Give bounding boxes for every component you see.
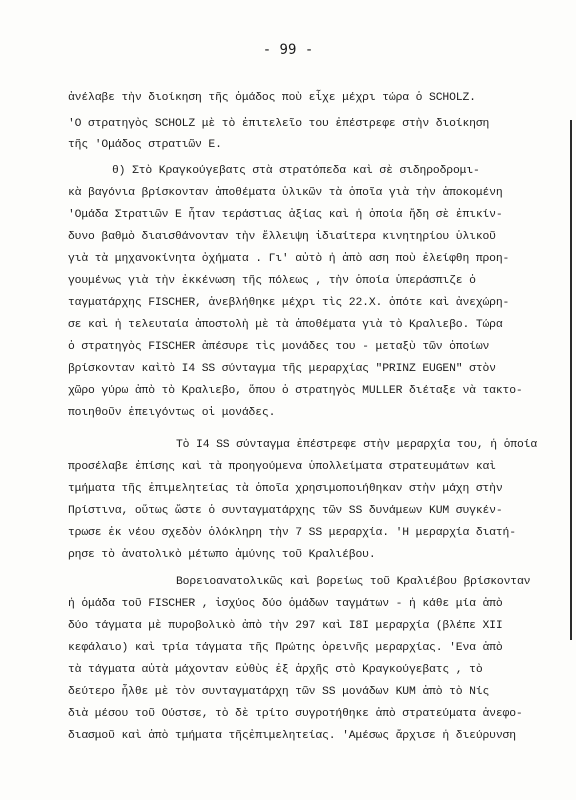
text-line-18: τμήματα τῆς ἐπιμελητείας τὰ ὁποῖα χρησιμοποιήθηκαν στὴν μάχη στὴν	[68, 483, 503, 495]
text-line-9: γουμένως γιὰ τὴν ἐκκένωση τῆς πόλεως , τὴν ὁποία ὑπεράσπιζε ὁ	[68, 275, 476, 287]
text-line-6: 'Ομάδα Στρατιῶν Ε ἦταν τεράστιας ἀξίας καὶ ἡ ὁποία ἤδη σὲ ἐπικίν-	[68, 209, 503, 221]
text-line-28: διὰ μέσου τοῦ Ούστσε, τὸ δὲ τρίτο συγροτήθηκε ἀπὸ στρατεύματα ἀνεφο-	[68, 708, 523, 720]
text-line-15: ποιηθοῦν ἐπειγόντως οἱ μονάδες.	[68, 407, 276, 419]
page-number: - 99 -	[262, 42, 314, 58]
text-line-29: διασμοῦ καὶ ἀπὸ τμήματα τῆςἐπιμελητείας. 'Αμέσως ἄρχισε ἡ διεύρυνση	[68, 730, 516, 742]
text-line-11: σε καὶ ἡ τελευταία ἀποστολὴ μὲ τὰ ἀποθέματα γιὰ τὸ Κραλιεβο. Τώρα	[68, 319, 503, 331]
text-line-7: δυνο βαθμὸ διαισθάνονταν τὴν ἔλλειψη ἰδιαίτερα κινητηρίου ὑλικοῦ	[68, 231, 496, 243]
text-line-5: κὰ βαγόνια βρίσκονταν ἀποθέματα ὑλικῶν τὰ ὁποῖα γιὰ τὴν ἀποκομένη	[68, 187, 503, 199]
text-line-14: χῶρο γύρω ἀπὸ τὸ Κραλιεβο, ὅπου ὁ στρατηγὸς MULLER διέταξε νὰ τακτο-	[68, 385, 523, 397]
text-line-1: ἀνέλαβε τὴν διοίκηση τῆς ὁμάδος ποὺ εἶχε μέχρι τώρα ὁ SCHOLZ.	[68, 92, 476, 104]
text-line-17: προσέλαβε ἐπίσης καὶ τὰ προηγούμενα ὑπολλείματα στρατευμάτων καὶ	[68, 461, 496, 473]
text-line-3: τῆς 'Ομάδος στρατιῶν Ε.	[68, 139, 222, 151]
text-line-22: Βορειοανατολικῶς καὶ βορείως τοῦ Κραλιέβου βρίσκονταν	[176, 576, 531, 588]
text-line-27: δεύτερο ἦλθε μὲ τὸν συνταγματάρχη τῶν SS μονάδων KUM ἀπὸ τὸ Νίς	[68, 686, 490, 698]
text-line-23: ἡ ὁμάδα τοῦ FISCHER , ἰσχύος δύο ὁμάδων ταγμάτων - ἡ κάθε μία ἀπὸ	[68, 598, 503, 610]
text-line-4: θ) Στὸ Κραγκούγεβατς στὰ στρατόπεδα καὶ σὲ σιδηροδρομι-	[112, 165, 480, 177]
text-line-16: Τὸ I4 SS σύνταγμα ἐπέστρεφε στὴν μεραρχία του, ἡ ὁποία	[176, 439, 538, 451]
text-line-21: ρησε τὸ ἀνατολικὸ μέτωπο ἀμύνης τοῦ Κραλιέβου.	[68, 549, 376, 561]
text-line-24: δύο τάγματα μὲ πυροβολικὸ ἀπὸ τὴν 297 καὶ I8I μεραρχία (βλέπε XII	[68, 620, 503, 632]
text-line-25: κεφάλαιο) καὶ τρία τάγματα τῆς Πρώτης ὀρεινῆς μεραρχίας. 'Ενα ἀπὸ	[68, 642, 503, 654]
text-line-26: τὰ τάγματα αὐτὰ μάχονταν εὐθὺς ἐξ ἀρχῆς στὸ Κραγκούγεβατς , τὸ	[68, 664, 483, 676]
text-line-19: Πρίστινα, οὕτως ὥστε ὁ συνταγματάρχης τῶν SS δυνάμεων KUM συγκέν-	[68, 505, 503, 517]
text-line-8: γιὰ τὰ μηχανοκίνητα ὀχήματα . Γι' αὐτὸ ἡ ἀπὸ αση ποὺ ἐλείφθη προη-	[68, 253, 510, 265]
scan-edge-shadow	[570, 120, 572, 640]
text-line-13: βρίσκονταν καὶτὸ I4 SS σύνταγμα τῆς μεραρχίας "PRINZ EUGEN" στὸν	[68, 363, 496, 375]
text-line-10: ταγματάρχης FISCHER, ἀνεβλήθηκε μέχρι τὶς 22.X. ὁπότε καὶ ἀνεχώρη-	[68, 297, 510, 309]
text-line-12: ὁ στρατηγὸς FISCHER ἀπέσυρε τὶς μονάδες του - μεταξὺ τῶν ὁποίων	[68, 341, 490, 353]
text-line-2: 'Ο στρατηγὸς SCHOLZ μὲ τὸ ἐπιτελεῖο του ἐπέστρεφε στὴν διοίκηση	[68, 118, 490, 130]
text-line-20: τρωσε ἐκ νέου σχεδὸν ὁλόκληρη τὴν 7 SS μεραρχία. 'Η μεραρχία διατή-	[68, 527, 516, 539]
